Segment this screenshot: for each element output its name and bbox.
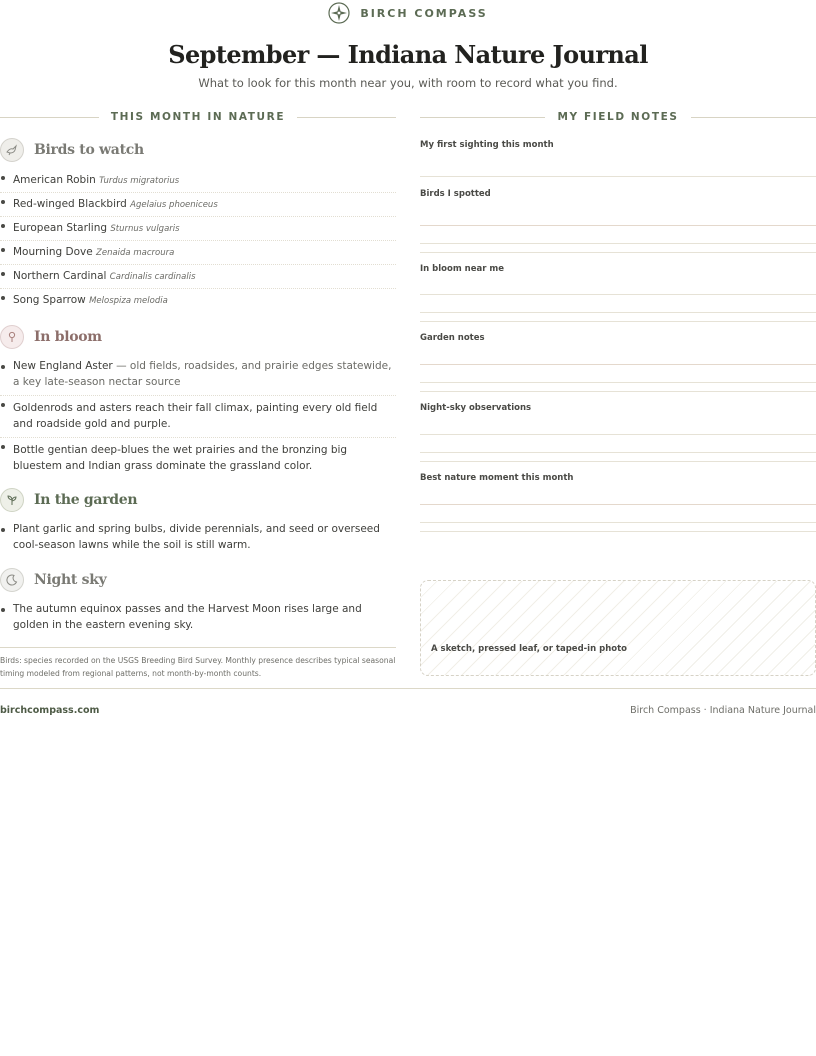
moon-icon [0, 568, 24, 592]
write-line[interactable] [420, 176, 816, 177]
list-item [0, 358, 396, 396]
field-label: Birds I spotted [420, 189, 491, 199]
list-item [0, 438, 396, 474]
bird-latin: Sturnus vulgaris [110, 224, 180, 234]
write-line[interactable] [420, 225, 816, 226]
birds-section-title: Birds to watch [34, 142, 144, 158]
night-section-title: Night sky [34, 572, 107, 588]
write-line[interactable] [420, 382, 816, 383]
bird-latin: Agelaius phoeniceus [130, 200, 218, 210]
page-subtitle: What to look for this month near you, with room to record what you find. [198, 76, 618, 90]
write-line[interactable] [420, 531, 816, 532]
bloom-list [0, 358, 396, 474]
field-garden-notes[interactable] [420, 333, 816, 392]
write-line[interactable] [420, 391, 816, 392]
nature-heading-text: THIS MONTH IN NATURE [110, 111, 286, 123]
field-in-bloom[interactable] [420, 264, 816, 322]
footnote: Birds: species recorded on the USGS Breeding Bird Survey. Monthly presence describes typical seasonal timing modeled from regional patterns, not month-by-month counts. [0, 647, 396, 680]
list-item [0, 193, 396, 217]
list-item [0, 217, 396, 241]
footer-divider [0, 688, 816, 689]
list-item [0, 601, 396, 633]
garden-list [0, 521, 396, 553]
brand-header [0, 2, 816, 24]
field-label: Garden notes [420, 333, 485, 343]
bird-latin: Zenaida macroura [96, 248, 175, 258]
garden-section-title: In the garden [34, 492, 138, 508]
bird-name: Song Sparrow [13, 294, 86, 306]
list-item [0, 265, 396, 289]
field-label: My first sighting this month [420, 140, 554, 150]
bird-name: European Starling [13, 222, 108, 234]
write-line[interactable] [420, 522, 816, 523]
field-best-moment[interactable] [420, 473, 816, 532]
list-item [0, 396, 396, 438]
field-label: Night-sky observations [420, 403, 532, 413]
list-item [0, 521, 396, 553]
bird-latin: Turdus migratorius [99, 176, 180, 186]
list-item [0, 289, 396, 312]
birds-list [0, 169, 396, 312]
footer-site-link[interactable]: birchcompass.com [0, 705, 100, 716]
bloom-item-name: New England Aster [13, 360, 113, 372]
bloom-item-desc: — old fields, roadsides, and prairie edges statewide, a key late-season nectar source [13, 360, 392, 388]
bloom-item-name: Bottle gentian deep-blues the wet prairies and the bronzing big bluestem and Indian grass dominate the grassland color. [13, 444, 348, 472]
field-notes-column [420, 108, 816, 532]
field-night-sky[interactable] [420, 403, 816, 462]
bloom-section-title: In bloom [34, 329, 102, 345]
sketch-box[interactable] [420, 580, 816, 676]
write-line[interactable] [420, 294, 816, 295]
bird-latin: Cardinalis cardinalis [109, 272, 196, 282]
garden-section-header [0, 487, 396, 513]
bird-name: Northern Cardinal [13, 270, 107, 282]
write-line[interactable] [420, 312, 816, 313]
night-list [0, 601, 396, 633]
night-item: The autumn equinox passes and the Harvest Moon rises large and golden in the eastern evening sky. [13, 603, 362, 631]
flower-icon [0, 325, 24, 349]
field-label: Best nature moment this month [420, 473, 574, 483]
sketch-label: A sketch, pressed leaf, or taped-in photo [431, 644, 627, 654]
notes-heading-text: MY FIELD NOTES [557, 111, 679, 123]
notes-column-heading [420, 108, 816, 126]
bird-name: Red-winged Blackbird [13, 198, 127, 210]
write-line[interactable] [420, 321, 816, 322]
page-title: September — Indiana Nature Journal [168, 40, 648, 69]
write-line[interactable] [420, 252, 816, 253]
write-line[interactable] [420, 243, 816, 244]
write-line[interactable] [420, 364, 816, 365]
night-section-header [0, 567, 396, 593]
sprout-icon [0, 488, 24, 512]
nature-column [0, 108, 396, 680]
bird-icon [0, 138, 24, 162]
bloom-section-header [0, 324, 396, 350]
compass-rose-icon [328, 2, 350, 24]
birds-section-header [0, 137, 396, 163]
write-line[interactable] [420, 504, 816, 505]
field-first-sighting[interactable] [420, 140, 816, 177]
list-item [0, 241, 396, 265]
footer-credit: Birch Compass · Indiana Nature Journal [630, 705, 816, 716]
bloom-item-name: Goldenrods and asters reach their fall climax, painting every old field and roadside gold and purple. [13, 402, 378, 430]
write-line[interactable] [420, 452, 816, 453]
bird-name: Mourning Dove [13, 246, 93, 258]
field-birds-spotted[interactable] [420, 189, 816, 253]
garden-item: Plant garlic and spring bulbs, divide perennials, and seed or overseed cool-season lawns while the soil is still warm. [13, 523, 380, 551]
write-line[interactable] [420, 461, 816, 462]
bird-name: American Robin [13, 174, 96, 186]
nature-column-heading [0, 108, 396, 126]
write-line[interactable] [420, 434, 816, 435]
brand-name: BIRCH COMPASS [360, 6, 488, 20]
list-item [0, 169, 396, 193]
field-label: In bloom near me [420, 264, 504, 274]
bird-latin: Melospiza melodia [89, 296, 168, 306]
